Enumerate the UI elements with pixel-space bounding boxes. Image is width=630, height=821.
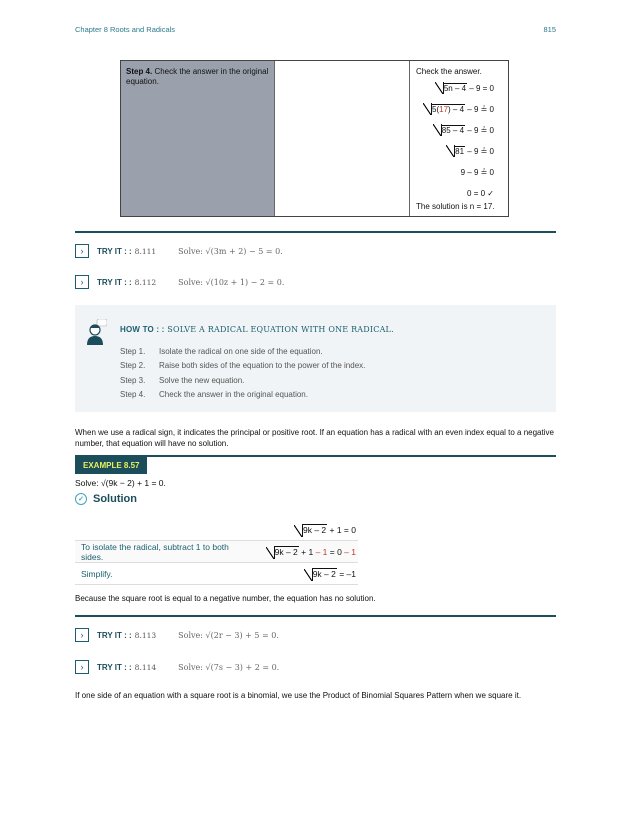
check-line-4: 81 – 9 ≟ 0 — [416, 145, 494, 166]
example-header — [75, 455, 556, 474]
step4-table — [120, 60, 509, 217]
page-number: 815 — [543, 25, 556, 34]
how-to-step: Step 3. Solve the new equation. — [120, 376, 245, 385]
check-line-6: 0 = 0 ✓ — [467, 189, 494, 198]
divider — [75, 231, 556, 233]
how-to-step: Step 4. Check the answer in the original equation. — [120, 390, 308, 399]
check-line-1: 5n – 4 – 9 = 0 — [416, 82, 494, 103]
chevron-right-icon[interactable]: › — [75, 628, 89, 642]
try-it-8-114: › TRY IT : : 8.114 Solve: √(7s − 3) + 2 = 0. — [75, 660, 279, 674]
check-line-5: 9 – 9 ≟ 0 — [460, 168, 494, 177]
chevron-right-icon[interactable]: › — [75, 275, 89, 289]
check-line-2: 5(17) – 4 – 9 ≟ 0 — [416, 103, 494, 124]
solution-text: The solution is n = 17. — [416, 202, 495, 211]
check-heading: Check the answer. — [416, 67, 482, 76]
solution-table — [75, 519, 358, 585]
try-it-8-112: › TRY IT : : 8.112 Solve: √(10z + 1) − 2 = 0. — [75, 275, 284, 289]
solution-row: 9k – 2 + 1 = 0 — [75, 519, 358, 541]
check-line-3: 85 – 4 – 9 ≟ 0 — [416, 124, 494, 145]
solution-title: ✓ Solution — [75, 493, 137, 505]
chevron-right-icon[interactable]: › — [75, 244, 89, 258]
how-to-title: HOW TO : : SOLVE A RADICAL EQUATION WITH ONE RADICAL. — [120, 325, 394, 334]
paragraph: If one side of an equation with a square root is a binomial, we use the Product of Binomial Squares Pattern when we square it. — [75, 691, 522, 700]
chapter-header: Chapter 8 Roots and Radicals — [75, 25, 176, 34]
chevron-right-icon[interactable]: › — [75, 660, 89, 674]
how-to-box — [75, 305, 556, 412]
try-it-8-113: › TRY IT : : 8.113 Solve: √(2r − 3) + 5 = 0. — [75, 628, 279, 642]
solution-row: Simplify. 9k – 2 = –1 — [75, 563, 358, 585]
divider — [75, 615, 556, 617]
example-solve: Solve: √(9k − 2) + 1 = 0. — [75, 478, 166, 488]
person-icon — [85, 319, 107, 345]
paragraph: When we use a radical sign, it indicates the principal or positive root. If an equation has a radical with an even index equal to a negative number, that equation will have no solution. — [75, 428, 554, 448]
try-it-8-111: › TRY IT : : 8.111 Solve: √(3m + 2) − 5 = 0. — [75, 244, 283, 258]
step4-middle-cell — [274, 61, 410, 216]
step4-label: Step 4. Check the answer in the original equation. — [121, 61, 274, 216]
how-to-step: Step 2. Raise both sides of the equation to the power of the index. — [120, 361, 366, 370]
solution-row: To isolate the radical, subtract 1 to both sides. 9k – 2 + 1 – 1 = 0 – 1 — [75, 541, 358, 563]
example-tag: EXAMPLE 8.57 — [75, 457, 147, 474]
step4-check-cell — [410, 61, 508, 216]
check-circle-icon: ✓ — [75, 493, 87, 505]
how-to-step: Step 1. Isolate the radical on one side of the equation. — [120, 347, 323, 356]
paragraph: Because the square root is equal to a negative number, the equation has no solution. — [75, 594, 376, 603]
